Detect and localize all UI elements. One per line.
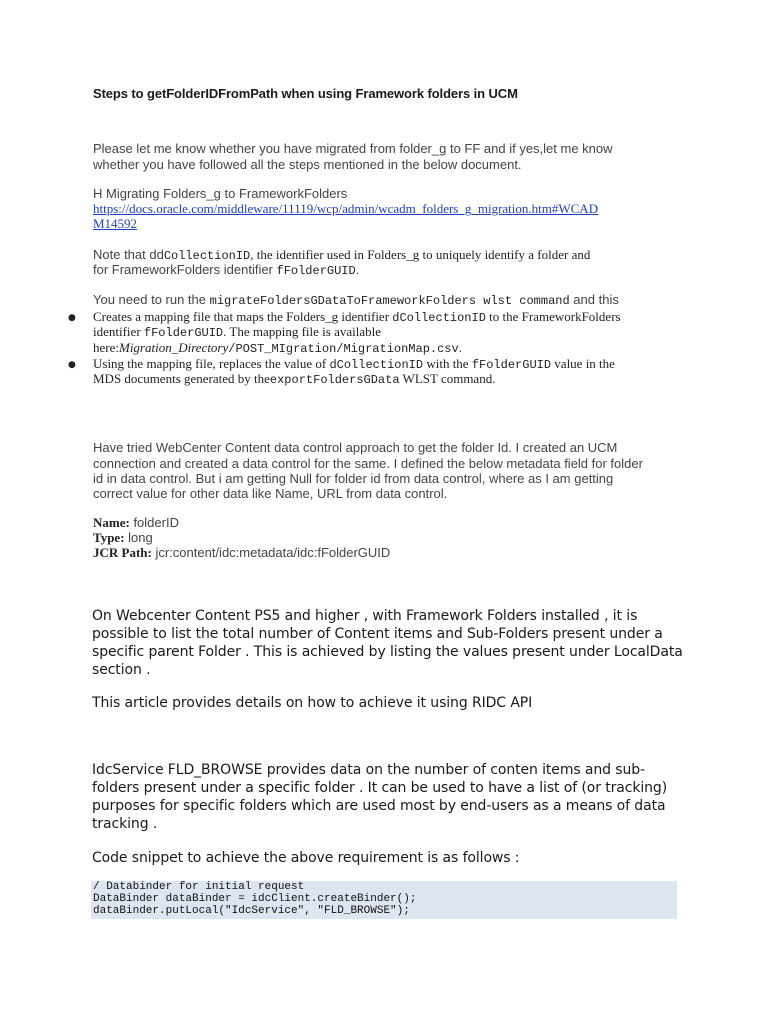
note-line-2: for FrameworkFolders identifier fFolderGUID. — [93, 262, 360, 278]
bullet-1-line-1: Creates a mapping file that maps the Folders_g identifier dCollectionID to the FrameworkFolders — [93, 309, 621, 325]
code-line-2: DataBinder dataBinder = idcClient.createBinder(); — [93, 893, 417, 905]
webcenter-line-3: specific parent Folder . This is achieved by listing the values present under LocalData — [92, 644, 683, 660]
field-jcr-path: JCR Path: jcr:content/idc:metadata/idc:fFolderGUID — [93, 545, 391, 560]
field-type: Type: long — [93, 530, 153, 545]
snippet-intro: Code snippet to achieve the above requirement is as follows : — [92, 850, 520, 866]
migration-doc-link[interactable]: https://docs.oracle.com/middleware/11119/wcp/admin/wcadm_folders_g_migration.htm#WCAD — [93, 201, 599, 216]
bullet-icon: ● — [68, 313, 76, 323]
intro-line-2: whether you have followed all the steps mentioned in the below document. — [93, 157, 522, 172]
field-name: Name: folderID — [93, 515, 179, 530]
tried-line-1: Have tried WebCenter Content data control approach to get the folder Id. I created an UCM — [93, 440, 618, 455]
intro-line-1: Please let me know whether you have migrated from folder_g to FF and if yes,let me know — [93, 141, 613, 156]
migration-doc-link-cont[interactable]: M14592 — [93, 216, 138, 231]
bullet-2-line-1: Using the mapping file, replaces the value of dCollectionID with the fFolderGUID value in the — [93, 356, 615, 372]
tried-line-2: connection and created a data control for the same. I defined the below metadata field for folder — [93, 456, 643, 471]
bullet-1-line-2: identifier fFolderGUID. The mapping file is available — [93, 324, 382, 340]
run-command-line: You need to run the migrateFoldersGDataToFrameworkFolders wlst command and this — [93, 292, 619, 308]
webcenter-line-1: On Webcenter Content PS5 and higher , with Framework Folders installed , it is — [92, 608, 638, 624]
bullet-icon: ● — [68, 360, 76, 370]
code-line-3: dataBinder.putLocal("IdcService", "FLD_BROWSE"); — [93, 905, 410, 917]
note-line-1: Note that ddCollectionID, the identifier used in Folders_g to uniquely identify a folder and — [93, 247, 591, 263]
tried-line-3: id in data control. But i am getting Null for folder id from data control, where as I am getting — [93, 471, 614, 486]
doc-reference-label: H Migrating Folders_g to FrameworkFolders — [93, 186, 348, 201]
idcservice-line-3: purposes for specific folders which are used most by end-users as a means of data — [92, 798, 666, 814]
bullet-1-line-3: here:Migration_Directory/POST_MIgration/MigrationMap.csv. — [93, 340, 462, 356]
webcenter-line-4: section . — [92, 662, 151, 678]
idcservice-line-4: tracking . — [92, 816, 158, 832]
article-line: This article provides details on how to achieve it using RIDC API — [92, 695, 533, 711]
document-title: Steps to getFolderIDFromPath when using Framework folders in UCM — [93, 86, 518, 101]
webcenter-line-2: possible to list the total number of Content items and Sub-Folders present under a — [92, 626, 663, 642]
tried-line-4: correct value for other data like Name, URL from data control. — [93, 486, 448, 501]
code-line-1: / Databinder for initial request — [93, 881, 305, 893]
bullet-2-line-2: MDS documents generated by theexportFoldersGData WLST command. — [93, 371, 496, 387]
idcservice-line-2: folders present under a specific folder . It can be used to have a list of (or tracking) — [92, 780, 668, 796]
idcservice-line-1: IdcService FLD_BROWSE provides data on the number of conten items and sub- — [92, 762, 645, 778]
